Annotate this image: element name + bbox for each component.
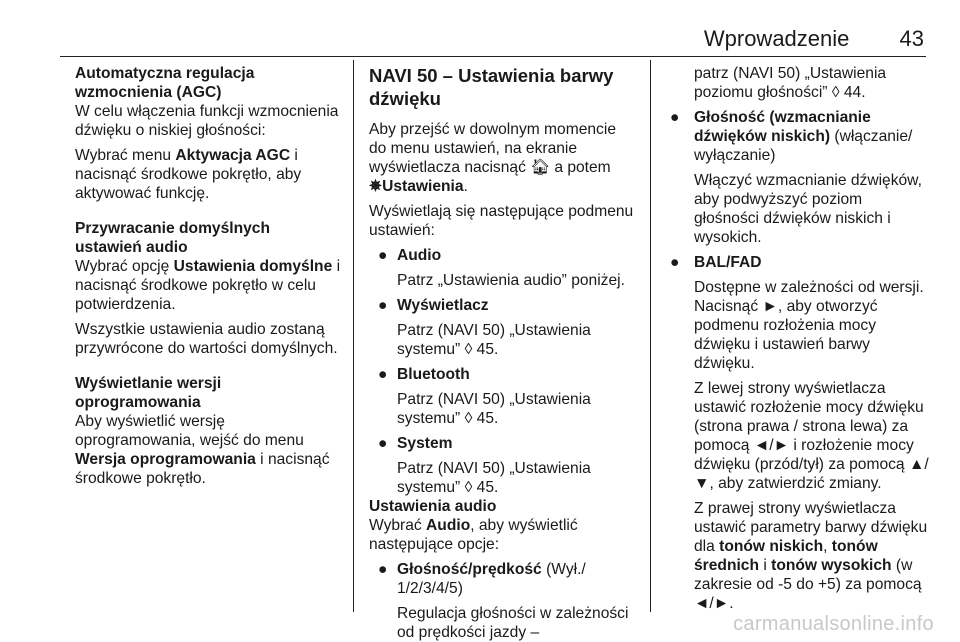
menu-item-version: Wersja oprogramowania (75, 451, 256, 468)
header-divider (60, 56, 926, 57)
column-divider (650, 60, 651, 612)
list-item: ● Wyświetlacz Patrz (NAVI 50) „Ustawienia systemu” ◊ 45. (378, 297, 591, 358)
bullet-icon: ● (378, 561, 388, 578)
list-item: ● System Patrz (NAVI 50) „Ustawienia systemu” ◊ 45. (378, 435, 591, 496)
reference-arrow-icon: ◊ (464, 479, 473, 496)
column-divider (353, 60, 354, 612)
list-item: ● BAL/FAD Dostępne w zależności od wersji. Nacisnąć ►, aby otworzyć podmenu rozłożenia mocy dźwięku i ustawień barwy dźwięku. Z lewej strony wyświetlacza ustawić rozłożenie mocy dźwięku (strona prawa / strona lewa) za pomocą ◄/► i rozłożenie mocy dźwięku (przód/tył) za pomocą ▲/▼, aby zatwierdzić zmiany. Z prawej strony wyświetlacza ustawić parametry barwy dźwięku dla tonów niskich, tonów średnich i tonów wysokich (w zakresie od -5 do +5) za pomocą ◄/►. (670, 254, 929, 612)
navi-heading: NAVI 50 – Ustawienia barwy dźwięku (369, 65, 614, 109)
home-icon: 🏠︎ (530, 159, 550, 176)
bullet-icon: ● (378, 435, 388, 452)
page-title: Wprowadzenie (703, 26, 850, 51)
agc-paragraph-2: Wybrać menu Aktywacja AGC i nacisnąć środkowe pokrętło, aby aktywować funkcję. (75, 147, 302, 202)
submenus-intro: Wyświetlają się następujące podmenu ustawień: (369, 203, 634, 239)
bullet-icon: ● (378, 366, 388, 383)
bullet-icon: ● (670, 254, 680, 271)
agc-paragraph-1: W celu włączenia funkcji wzmocnienia dźwięku o niskiej głośności: (75, 103, 339, 139)
page-header (60, 26, 924, 52)
list-item: ● Bluetooth Patrz (NAVI 50) „Ustawienia systemu” ◊ 45. (378, 366, 591, 427)
list-item: ● Audio Patrz „Ustawienia audio” poniżej. (378, 247, 625, 289)
list-item-continued: patrz (NAVI 50) „Ustawienia poziomu głośności” ◊ 44. (694, 65, 887, 101)
gear-icon: ✵ (369, 178, 383, 195)
column-right (668, 64, 930, 613)
version-paragraph: Aby wyświetlić wersję oprogramowania, wejść do menu Wersja oprogramowania i nacisnąć środkowe pokrętło. (75, 413, 330, 487)
arrow-left-right-icon: ◄/► (694, 595, 730, 612)
reference-arrow-icon: ◊ (831, 84, 840, 101)
audio-paragraph: Wybrać Audio, aby wyświetlić następujące opcje: (369, 517, 578, 553)
arrow-up-down-icon: ▲/▼ (694, 456, 929, 492)
arrow-left-right-icon: ◄/► (753, 437, 790, 454)
restore-paragraph-1: Wybrać opcję Ustawienia domyślne i nacisnąć środkowe pokrętło w celu potwierdzenia. (75, 258, 341, 313)
arrow-right-icon: ► (762, 298, 778, 315)
watermark: carmanualsonline.info (733, 613, 934, 635)
navi-intro: Aby przejść w dowolnym momencie do menu ustawień, na ekranie wyświetlacza nacisnąć 🏠︎ a potem ✵Ustawienia. (369, 121, 616, 195)
bullet-icon: ● (670, 109, 680, 126)
reference-arrow-icon: ◊ (464, 341, 473, 358)
list-item: ● Głośność (wzmacnianie dźwięków niskich) (włączanie/ wyłączanie) Włączyć wzmacnianie dźwięków, aby podwyższyć poziom głośności dźwięków niskich i wysokich. (670, 109, 922, 246)
bullet-icon: ● (378, 247, 388, 264)
agc-heading: Automatyczna regulacja wzmocnienia (AGC) (75, 65, 255, 101)
page-number: 43 (899, 26, 924, 51)
restore-paragraph-2: Wszystkie ustawienia audio zostaną przywrócone do wartości domyślnych. (75, 321, 338, 357)
menu-item-defaults: Ustawienia domyślne (173, 258, 333, 275)
audio-heading: Ustawienia audio (369, 498, 497, 515)
column-left (75, 64, 341, 488)
reference-arrow-icon: ◊ (464, 410, 473, 427)
list-item: ● Głośność/prędkość (Wył./ 1/2/3/4/5) Regulacja głośności w zależności od prędkości jazdy – (378, 561, 629, 641)
version-heading: Wyświetlanie wersji oprogramowania (75, 375, 222, 411)
bullet-icon: ● (378, 297, 388, 314)
restore-heading: Przywracanie domyślnych ustawień audio (75, 220, 271, 256)
column-middle (369, 64, 635, 642)
menu-item-agc: Aktywacja AGC (175, 147, 291, 164)
